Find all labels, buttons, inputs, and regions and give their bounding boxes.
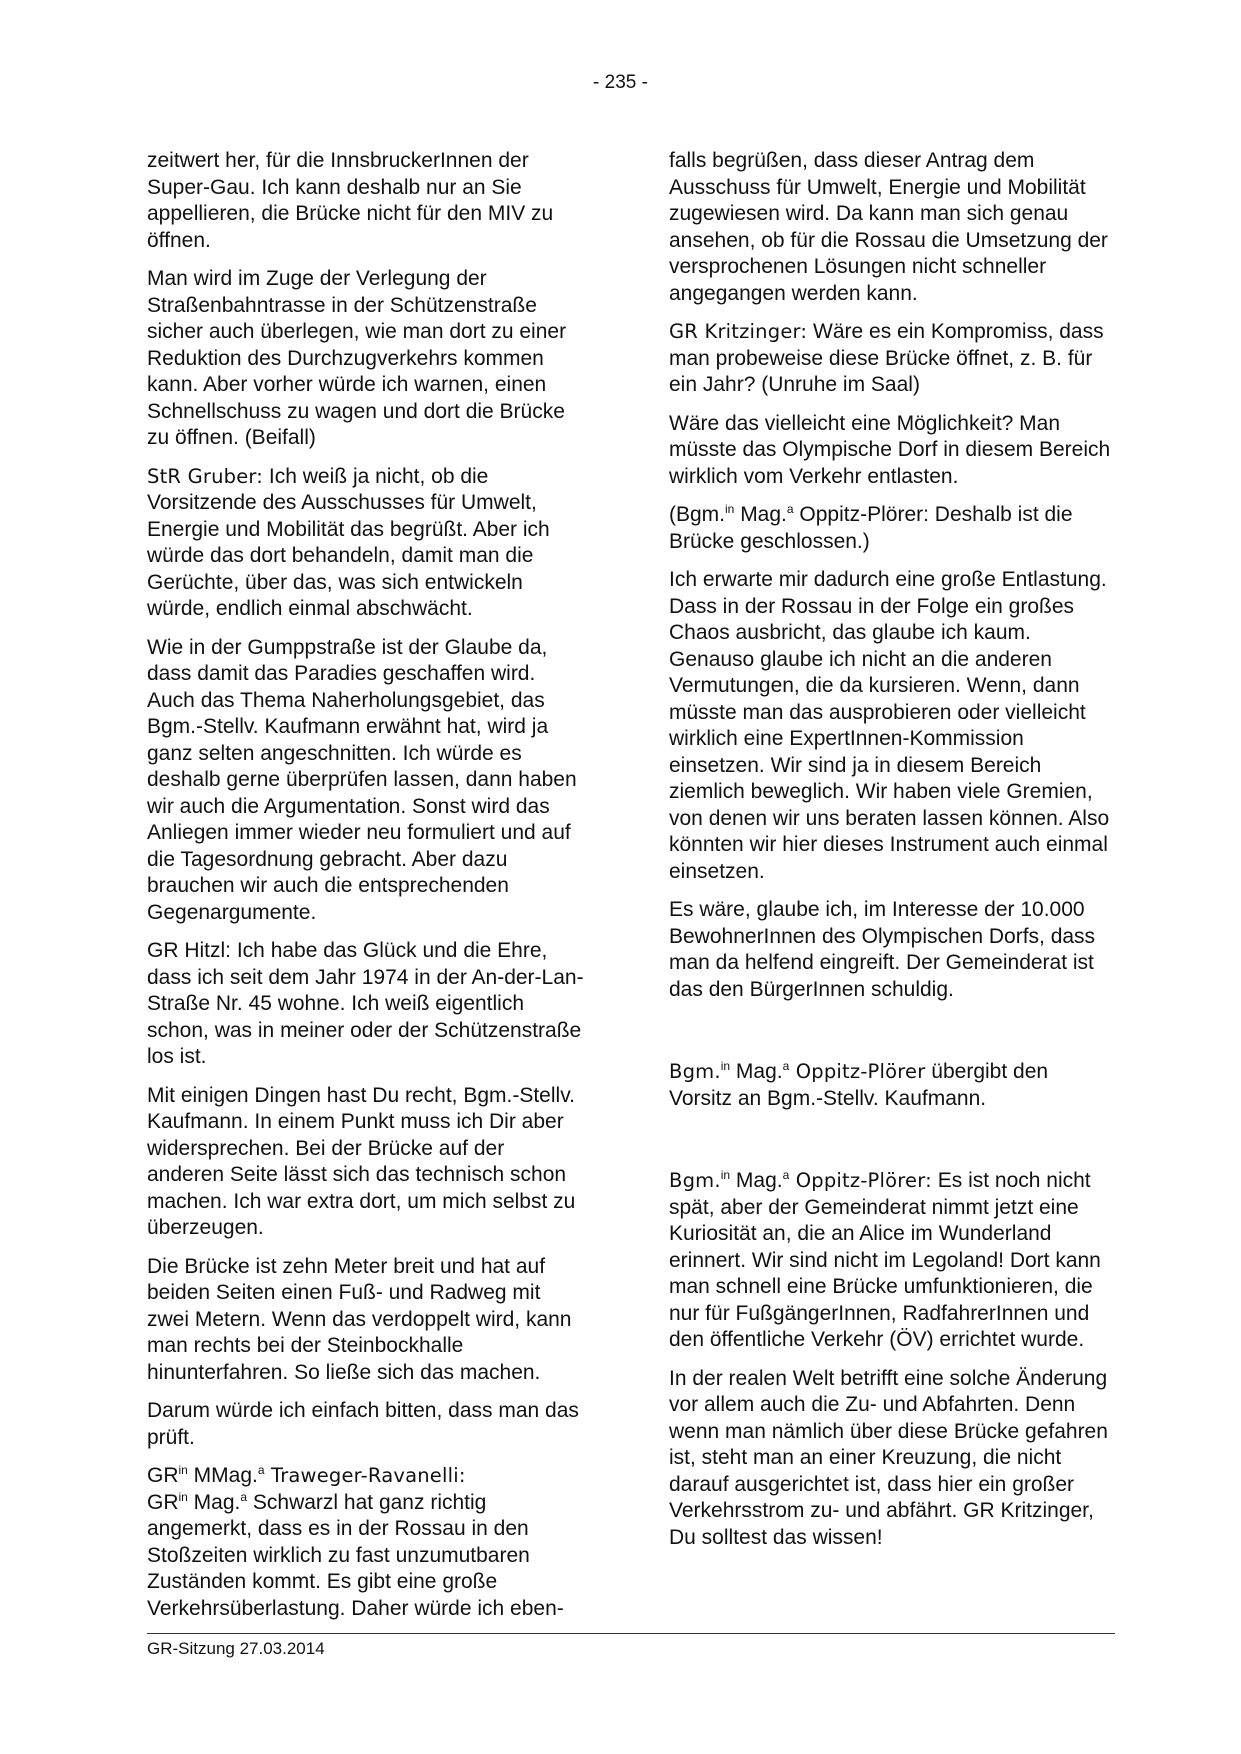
reference-title: Mag. xyxy=(187,1490,241,1514)
reference-title: GR xyxy=(147,1490,179,1514)
superscript: a xyxy=(782,1168,790,1182)
paragraph: falls begrüßen, dass dieser Antrag dem Ausschuss für Umwelt, Energie und Mobilität zugewiesen wird. Da kann man sich genau ansehen, ob für die Rossau die Umsetzung der versprochenen Lösungen nicht schneller angegangen werden kann. xyxy=(669,149,1108,305)
paragraph xyxy=(147,464,585,623)
speaker-title: MMag. xyxy=(187,1464,258,1487)
superscript: in xyxy=(178,1463,188,1477)
superscript: a xyxy=(257,1463,265,1477)
page-number: - 235 - xyxy=(593,72,648,93)
paragraph: Darum würde ich einfach bitten, dass man das prüft. xyxy=(147,1399,579,1449)
paragraph xyxy=(669,1059,1115,1112)
speaker-title: Bgm. xyxy=(669,1169,721,1192)
superscript: a xyxy=(240,1489,248,1504)
paragraph: Die Brücke ist zehn Meter breit und hat auf beiden Seiten einen Fuß- und Radweg mit zwei Metern. Wenn das verdoppelt wird, kann man rechts bei der Steinbockhalle hinunterfahren. So ließe sich das machen. xyxy=(147,1254,572,1384)
paragraph: Man wird im Zuge der Verlegung der Straßenbahntrasse in der Schützenstraße sicher auch überlegen, wie man dort zu einer Reduktion des Durchzugverkehrs kommen kann. Aber vorher würde ich warnen, einen Schnellschuss zu wagen und dort die Brücke zu öffnen. (Beifall) xyxy=(147,267,567,449)
paragraph: In der realen Welt betrifft eine solche Änderung vor allem auch die Zu- und Abfahrten. Denn wenn man nämlich über diese Brücke gefahren ist, steht man an einer Kreuzung, die nicht darauf ausgerichtet ist, dass hier ein großer Verkehrsstrom zu- und abfährt. GR Kritzinger, Du solltest das wissen! xyxy=(669,1366,1108,1549)
paragraph: zeitwert her, für die InnsbruckerInnen der Super-Gau. Ich kann deshalb nur an Sie appellieren, die Brücke nicht für den MIV zu öffnen. xyxy=(147,149,554,252)
speaker-name: Oppitz-Plörer: xyxy=(789,1169,932,1192)
paragraph: Wäre das vielleicht eine Möglichkeit? Man müsste das Olympische Dorf in diesem Bereich wirklich vom Verkehr entlasten. xyxy=(669,411,1111,488)
speaker-name: StR Gruber: xyxy=(147,464,264,488)
speaker-title: GR xyxy=(147,1464,179,1487)
paragraph xyxy=(147,938,585,1071)
interjection-title: Mag. xyxy=(734,503,787,526)
speaker-title: Mag. xyxy=(730,1169,783,1192)
paragraph: Mit einigen Dingen hast Du recht, Bgm.-Stellv. Kaufmann. In einem Punkt muss ich Dir aber widersprechen. Bei der Brücke auf der anderen Seite lässt sich das technisch schon machen. Ich war extra dort, um mich selbst zu überzeugen. xyxy=(147,1083,576,1239)
paragraph xyxy=(669,1168,1115,1354)
paragraph xyxy=(669,502,1115,555)
superscript: in xyxy=(725,502,735,516)
interjection-text: Oppitz-Plörer: Deshalb ist die Brücke geschlossen.) xyxy=(669,503,1073,553)
paragraph: Wie in der Gumppstraße ist der Glaube da, dass damit das Paradies geschaffen wird. Auch das Thema Naherholungsgebiet, das Bgm.-Stellv. Kaufmann erwähnt hat, wird ja ganz selten angeschnitten. Ich würde es deshalb gerne überprüfen lassen, dann haben wir auch die Argumentation. Sonst wird das Anliegen immer wieder neu formuliert und auf die Tagesordnung gebracht. Aber dazu brauchen wir auch die entsprechenden Gegenargumente. xyxy=(147,635,577,924)
speech-text: Wäre es ein Kompromiss, dass man probeweise diese Brücke öffnet, z. B. für ein Jahr? (Unruhe im Saal) xyxy=(669,320,1104,396)
superscript: a xyxy=(786,502,794,516)
footer-rule xyxy=(147,1633,1115,1634)
superscript: a xyxy=(782,1059,790,1073)
paragraph: Ich erwarte mir dadurch eine große Entlastung. Dass in der Rossau in der Folge ein großes Chaos ausbricht, das glaube ich kaum. Genauso glaube ich nicht an die anderen Vermutungen, die da kursieren. Wenn, dann müsste man das ausprobieren oder vielleicht wirklich eine ExpertInnen-Kommission einsetzen. Wir sind ja in diesem Bereich ziemlich beweglich. Wir haben viele Gremien, von denen wir uns beraten lassen können. Also könnten wir hier dieses Instrument auch einmal einsetzen. xyxy=(669,568,1110,883)
left-column xyxy=(147,148,585,1634)
speaker-name: Traweger-Ravanelli: xyxy=(264,1464,466,1487)
paragraph: Es wäre, glaube ich, im Interesse der 10.000 BewohnerInnen des Olympischen Dorfs, dass man da helfend eingreift. Der Gemeinderat ist das den BürgerInnen schuldig. xyxy=(669,898,1096,1001)
speaker-title: Bgm. xyxy=(669,1060,721,1083)
procedure-text: übergibt den Vorsitz an Bgm.-Stellv. Kaufmann. xyxy=(669,1060,1049,1110)
right-column xyxy=(669,148,1115,1563)
paragraph xyxy=(147,1463,585,1622)
speech-text: Ich weiß ja nicht, ob die Vorsitzende des Ausschusses für Umwelt, Energie und Mobilität das begrüßt. Aber ich würde das dort behandeln, damit man die Gerüchte, über das, was sich entwickeln würde, endlich einmal abschwächt. xyxy=(147,464,550,620)
superscript: in xyxy=(178,1489,188,1504)
superscript: in xyxy=(720,1168,731,1182)
speech-text: Es ist noch nicht spät, aber der Gemeinderat nimmt jetzt eine Kuriosität an, die an Alice im Wunderland erinnert. Wir sind nicht im Legoland! Dort kann man schnell eine Brücke umfunktionieren, die nur für FußgängerInnen, RadfahrerInnen und den öffentliche Verkehr (ÖV) errichtet wurde. xyxy=(669,1169,1101,1351)
footer-text: GR-Sitzung 27.03.2014 xyxy=(147,1639,325,1658)
interjection-title: (Bgm. xyxy=(669,503,726,526)
speaker-title: Mag. xyxy=(730,1060,783,1083)
speaker-name: GR Hitzl: xyxy=(147,939,231,962)
speaker-name: Oppitz-Plörer xyxy=(789,1060,926,1083)
speech-text: Schwarzl hat ganz richtig angemerkt, dass es in der Rossau in den Stoßzeiten wirklich zu fast unzumutbaren Zuständen kommt. Es gibt eine große Verkehrsüberlastung. Daher würde ich eben- xyxy=(147,1490,564,1620)
superscript: in xyxy=(720,1059,731,1073)
speech-text: Ich habe das Glück und die Ehre, dass ich seit dem Jahr 1974 in der An-der-Lan-Straße Nr. 45 wohne. Ich weiß eigentlich schon, was in meiner oder der Schützenstraße los ist. xyxy=(147,939,584,1068)
paragraph xyxy=(669,319,1115,399)
speaker-name: GR Kritzinger: xyxy=(669,320,808,343)
